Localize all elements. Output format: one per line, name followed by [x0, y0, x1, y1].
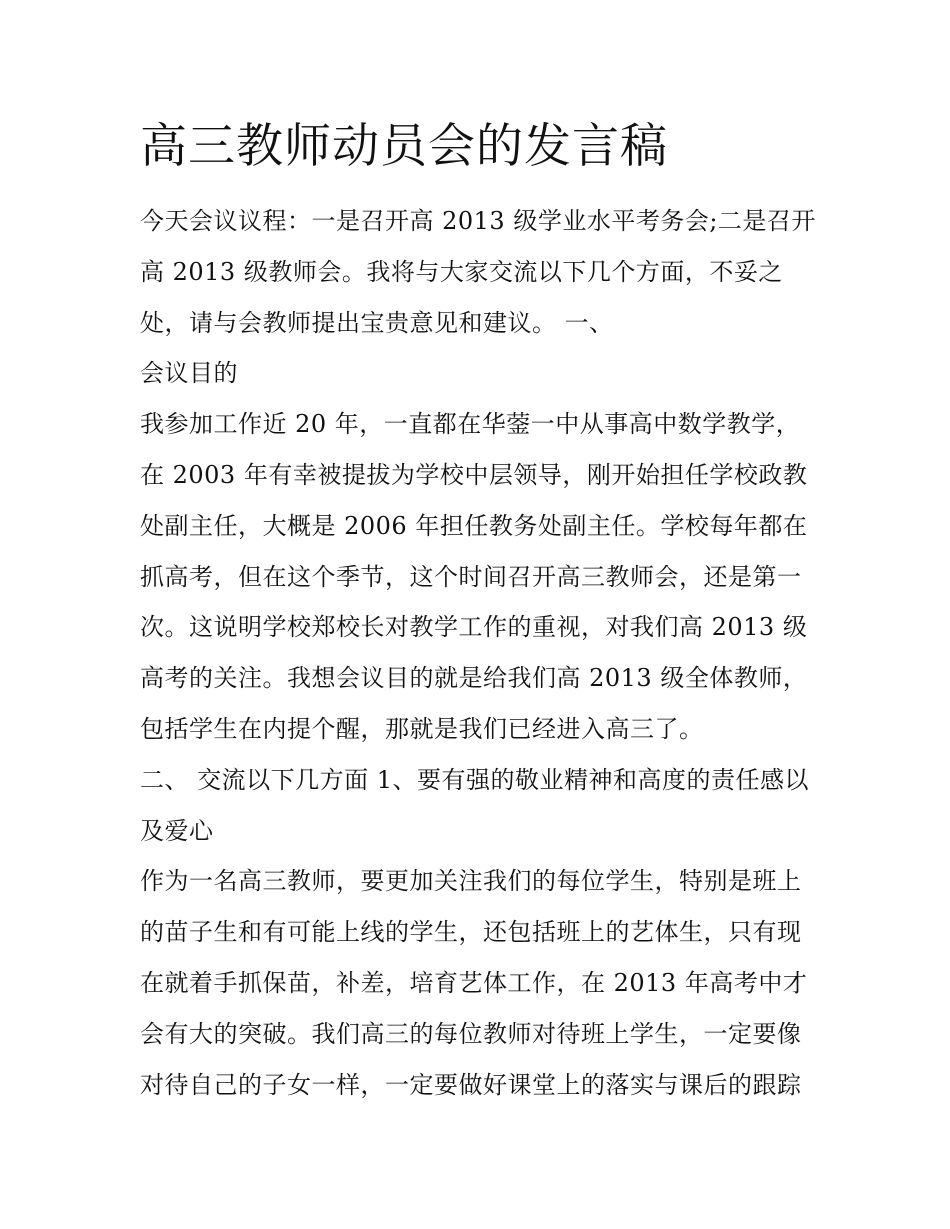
- text-line: 高 2013 级教师会。我将与大家交流以下几个方面，不妥之: [140, 257, 783, 286]
- text-line: 及爱心: [140, 816, 214, 845]
- text-line: 在就着手抓保苗，补差，培育艺体工作，在 2013 年高考中才: [140, 968, 808, 997]
- text-line: 我参加工作近 20 年，一直都在华蓥一中从事高中数学教学，: [140, 410, 801, 439]
- document-body: [140, 196, 820, 1110]
- section-heading: 会议目的: [140, 359, 238, 388]
- document-title: 高三教师动员会的发言稿: [140, 119, 668, 174]
- text-line: 的苗子生和有可能上线的学生，还包括班上的艺体生，只有现: [140, 918, 802, 947]
- section-heading: 二、 交流以下几方面 1、要有强的敬业精神和高度的责任感以: [140, 765, 810, 794]
- text-line: 在 2003 年有幸被提拔为学校中层领导，刚开始担任学校政教: [140, 460, 808, 489]
- text-line: 高考的关注。我想会议目的就是给我们高 2013 级全体教师，: [140, 664, 808, 693]
- text-line: 抓高考，但在这个季节，这个时间召开高三教师会，还是第一: [140, 562, 802, 591]
- text-line: 今天会议议程：一是召开高 2013 级学业水平考务会;二是召开: [140, 207, 816, 235]
- text-line: 处副主任，大概是 2006 年担任教务处副主任。学校每年都在: [140, 511, 808, 540]
- text-line: 作为一名高三教师，要更加关注我们的每位学生，特别是班上: [140, 867, 802, 896]
- text-line: 会有大的突破。我们高三的每位教师对待班上学生，一定要像: [140, 1019, 802, 1048]
- text-line: 包括学生在内提个醒，那就是我们已经进入高三了。: [140, 714, 704, 743]
- text-line: 处，请与会教师提出宝贵意见和建议。 一、: [140, 308, 614, 337]
- text-line: 次。这说明学校郑校长对教学工作的重视，对我们高 2013 级: [140, 613, 808, 642]
- text-line: 对待自己的子女一样，一定要做好课堂上的落实与课后的跟踪: [140, 1070, 802, 1099]
